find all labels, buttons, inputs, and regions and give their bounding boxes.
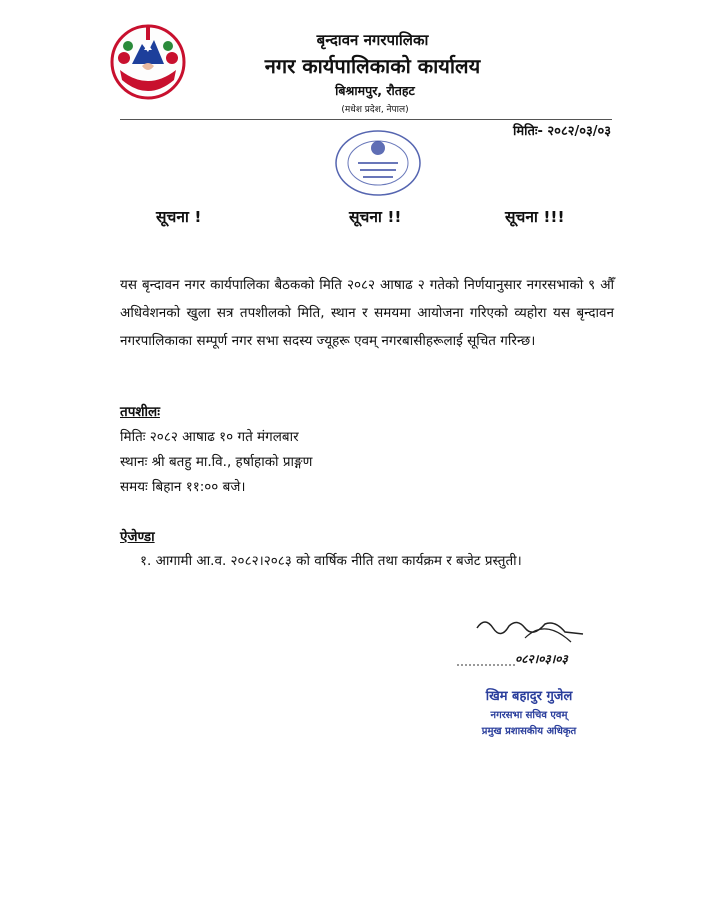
details-date: मितिः २०८२ आषाढ १० गते मंगलबार [120,429,299,445]
official-stamp [450,680,608,752]
office-address: बिश्रामपुर, रौतहट [335,83,415,98]
signature-date: ०८२।०३।०३ [515,652,568,666]
office-province: (मधेश प्रदेश, नेपाल) [341,105,409,115]
notice-heading: सूचना ! [156,208,202,226]
stamp-role: नगरसभा सचिव एवम् [490,710,568,721]
office-name: नगर कार्यपालिकाको कार्यालय [264,54,481,78]
agenda-item: १. आगामी आ.व. २०८२।२०८३ को वार्षिक नीति तथा कार्यक्रम र बजेट प्रस्तुती। [140,553,522,569]
nepal-emblem-logo [108,22,188,100]
notice-heading: सूचना !! [349,208,402,226]
signature [455,598,605,678]
document-date: मितिः- २०८२/०३/०३ [512,124,611,139]
municipality-name: बृन्दावन नगरपालिका [316,31,429,49]
office-seal [333,128,423,198]
stamp-role: प्रमुख प्रशासकीय अधिकृत [481,726,577,737]
details-place: स्थानः श्री बतहु मा.वि., हर्षाहाको प्राङ्गण [120,454,313,470]
details-time: समयः बिहान ११:०० बजे। [120,479,246,495]
agenda-heading: ऐजेण्डा [120,529,155,545]
details-heading: तपशीलः [120,404,160,420]
stamp-name: खिम बहादुर गुजेल [485,689,573,704]
notice-body: यस बृन्दावन नगर कार्यपालिका बैठकको मिति २०८२ आषाढ २ गतेको निर्णयानुसार नगरसभाको ९ औँ अधिवेशनको खुला सत्र तपशीलको मिति, स्थान र समयमा आयोजना गरिएको व्यहोरा यस बृन्दावन नगरपालिकाका सम्पूर्ण नगर सभा सदस्य ज्यूहरू एवम् नगरबासीहरूलाई सूचित गरिन्छ। [120,277,614,349]
notice-heading: सूचना !!! [505,208,565,226]
header-divider [120,119,612,120]
